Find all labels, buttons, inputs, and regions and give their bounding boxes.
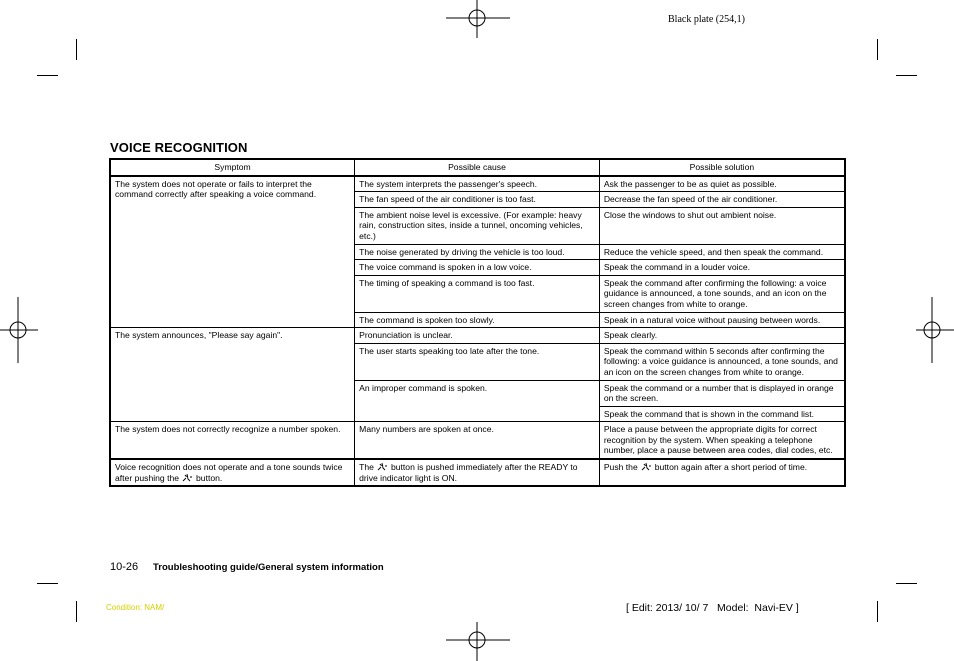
crop-mark	[877, 601, 878, 622]
solution-cell: Speak clearly.	[599, 328, 845, 344]
cause-cell: The voice command is spoken in a low voice.	[355, 260, 600, 276]
table-row	[110, 176, 845, 192]
crop-mark	[877, 39, 878, 60]
table-row	[110, 422, 845, 459]
solution-cell: Speak the command or a number that is displayed in orange on the screen.	[599, 380, 845, 406]
voice-recognition-table	[109, 158, 846, 487]
column-header-solution: Possible solution	[599, 159, 845, 176]
crop-mark	[76, 601, 77, 622]
registration-mark-left	[0, 297, 40, 363]
solution-cell: Reduce the vehicle speed, and then speak the command.	[599, 244, 845, 260]
symptom-cell	[110, 459, 355, 486]
table-row	[110, 459, 845, 486]
cause-cell: The command is spoken too slowly.	[355, 312, 600, 328]
solution-cell: Speak the command after confirming the following: a voice guidance is announced, a tone sounds, and an icon on the screen changes from white to orange.	[599, 275, 845, 312]
table-header-row	[110, 159, 845, 176]
cause-cell: The system interprets the passenger's speech.	[355, 176, 600, 192]
table-row	[110, 328, 845, 344]
symptom-text: Voice recognition does not operate and a tone sounds twice after pushing the	[115, 462, 343, 483]
cause-cell: The ambient noise level is excessive. (For example: heavy rain, construction sites, inside a tunnel, oncoming vehicles, etc.)	[355, 207, 600, 244]
column-header-symptom: Symptom	[110, 159, 355, 176]
symptom-text: button.	[196, 472, 223, 483]
solution-text: button again after a short period of time.	[654, 462, 808, 473]
solution-cell: Place a pause between the appropriate digits for correct recognition by the system. When speaking a telephone number, place a pause between area codes, dial codes, etc.	[599, 422, 845, 459]
solution-cell: Speak in a natural voice without pausing between words.	[599, 312, 845, 328]
talk-switch-icon	[182, 473, 193, 482]
plate-label: Black plate (254,1)	[668, 14, 745, 25]
crop-mark	[37, 583, 58, 584]
cause-cell: The user starts speaking too late after the tone.	[355, 343, 600, 380]
registration-mark-right	[914, 297, 954, 363]
cause-cell: Many numbers are spoken at once.	[355, 422, 600, 459]
footer-title: Troubleshooting guide/General system information	[153, 562, 384, 573]
cause-cell: An improper command is spoken.	[355, 380, 600, 422]
solution-cell: Speak the command that is shown in the command list.	[599, 406, 845, 422]
cause-cell: Pronunciation is unclear.	[355, 328, 600, 344]
symptom-cell: The system does not correctly recognize a number spoken.	[110, 422, 355, 459]
talk-switch-icon	[377, 462, 388, 471]
cause-text: The	[359, 462, 374, 473]
solution-cell: Close the windows to shut out ambient noise.	[599, 207, 845, 244]
solution-cell: Speak the command in a louder voice.	[599, 260, 845, 276]
cause-cell: The timing of speaking a command is too fast.	[355, 275, 600, 312]
registration-mark-top	[446, 0, 510, 40]
cause-cell	[355, 459, 600, 486]
symptom-cell: The system announces, "Please say again".	[110, 328, 355, 422]
crop-mark	[37, 75, 58, 76]
talk-switch-icon	[641, 462, 652, 471]
column-header-cause: Possible cause	[355, 159, 600, 176]
condition-label: Condition: NAM/	[106, 603, 165, 612]
solution-cell: Ask the passenger to be as quiet as possible.	[599, 176, 845, 192]
page-number: 10-26	[110, 561, 139, 573]
crop-mark	[76, 39, 77, 60]
edit-info: [ Edit: 2013/ 10/ 7 Model: Navi-EV ]	[626, 602, 799, 614]
solution-cell: Decrease the fan speed of the air conditioner.	[599, 192, 845, 208]
solution-cell	[599, 459, 845, 486]
cause-cell: The noise generated by driving the vehicle is too loud.	[355, 244, 600, 260]
crop-mark	[896, 75, 917, 76]
cause-cell: The fan speed of the air conditioner is too fast.	[355, 192, 600, 208]
solution-cell: Speak the command within 5 seconds after confirming the following: a voice guidance is announced, a tone sounds, and an icon on the screen changes from white to orange.	[599, 343, 845, 380]
registration-mark-bottom	[446, 622, 510, 661]
section-title: VOICE RECOGNITION	[110, 140, 248, 155]
solution-text: Push the	[603, 462, 638, 473]
symptom-cell: The system does not operate or fails to interpret the command correctly after speaking a voice command.	[110, 176, 355, 328]
cause-text: button is pushed immediately after the READY to drive indicator light is ON.	[359, 462, 578, 483]
crop-mark	[896, 583, 917, 584]
